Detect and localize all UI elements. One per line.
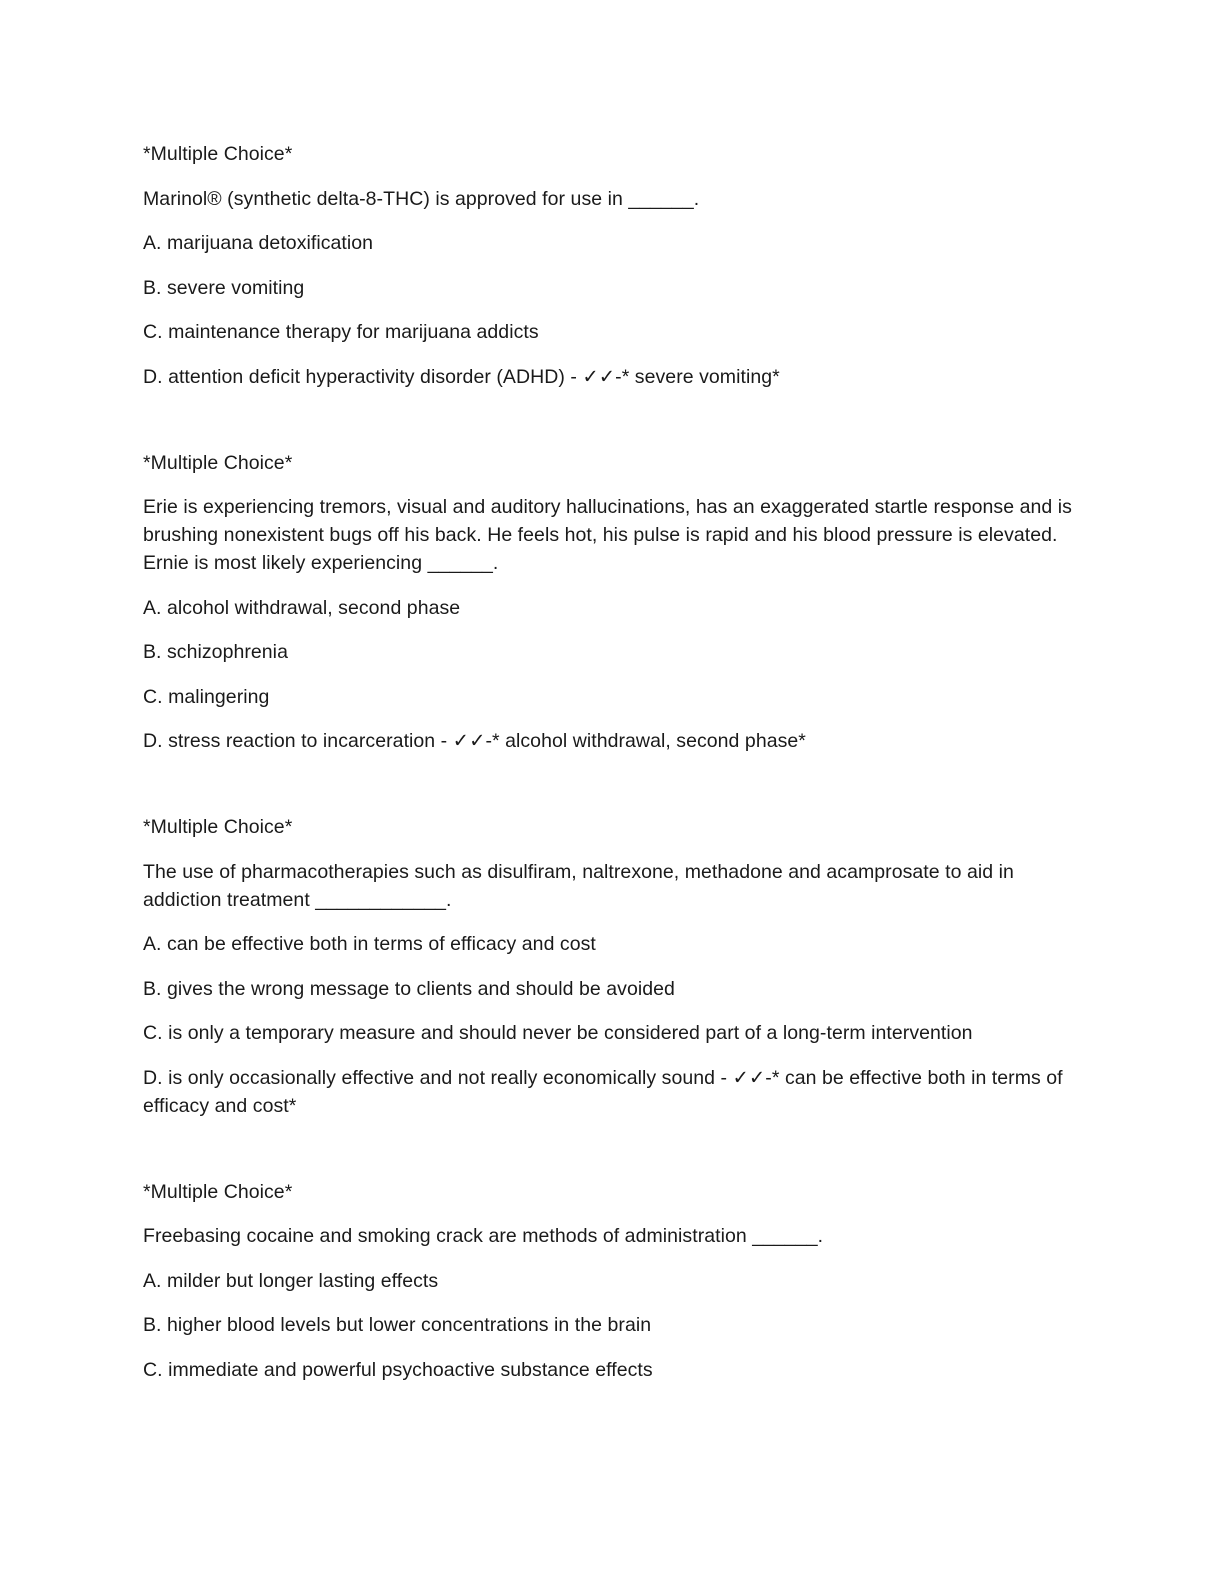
option-b: B. higher blood levels but lower concentrations in the brain — [143, 1314, 652, 1336]
question-block-2 — [143, 449, 1083, 756]
option-b: B. schizophrenia — [143, 641, 288, 663]
option-c: C. maintenance therapy for marijuana addicts — [143, 321, 539, 343]
question-type-label: *Multiple Choice* — [143, 451, 293, 474]
question-prompt: The use of pharmacotherapies such as disulfiram, naltrexone, methadone and acamprosate to aid in addiction treatment ____________. — [143, 860, 1014, 911]
option-a: A. marijuana detoxification — [143, 232, 374, 254]
option-b: B. gives the wrong message to clients and should be avoided — [143, 977, 675, 1000]
option-a: A. alcohol withdrawal, second phase — [143, 596, 461, 619]
question-type-label: *Multiple Choice* — [143, 1180, 293, 1203]
option-b: B. severe vomiting — [143, 276, 305, 299]
option-a: A. milder but longer lasting effects — [143, 1269, 439, 1292]
question-block-3 — [143, 813, 1083, 1120]
question-type-label: *Multiple Choice* — [143, 816, 293, 838]
option-a: A. can be effective both in terms of efficacy and cost — [143, 933, 596, 955]
question-prompt: Erie is experiencing tremors, visual and auditory hallucinations, has an exaggerated startle response and is brushing nonexistent bugs off his back. He feels hot, his pulse is rapid and his blood pressure is elevated. Ernie is most likely experiencing ______. — [143, 496, 1072, 574]
option-c: C. immediate and powerful psychoactive substance effects — [143, 1358, 653, 1381]
option-d-with-answer: D. stress reaction to incarceration - ✓✓-* alcohol withdrawal, second phase* — [143, 730, 806, 752]
option-d-with-answer: D. attention deficit hyperactivity disorder (ADHD) - ✓✓-* severe vomiting* — [143, 365, 780, 388]
question-block-4 — [143, 1178, 1083, 1384]
question-block-1 — [143, 140, 1083, 391]
question-prompt: Freebasing cocaine and smoking crack are methods of administration ______. — [143, 1225, 824, 1247]
option-c: C. is only a temporary measure and should never be considered part of a long-term intervention — [143, 1022, 973, 1044]
question-type-label: *Multiple Choice* — [143, 143, 293, 165]
option-c: C. malingering — [143, 685, 270, 708]
question-prompt: Marinol® (synthetic delta-8-THC) is approved for use in ______. — [143, 187, 700, 210]
option-d-with-answer: D. is only occasionally effective and not really economically sound - ✓✓-* can be effective both in terms of efficacy and cost* — [143, 1066, 1063, 1117]
document-page — [143, 140, 1083, 1400]
